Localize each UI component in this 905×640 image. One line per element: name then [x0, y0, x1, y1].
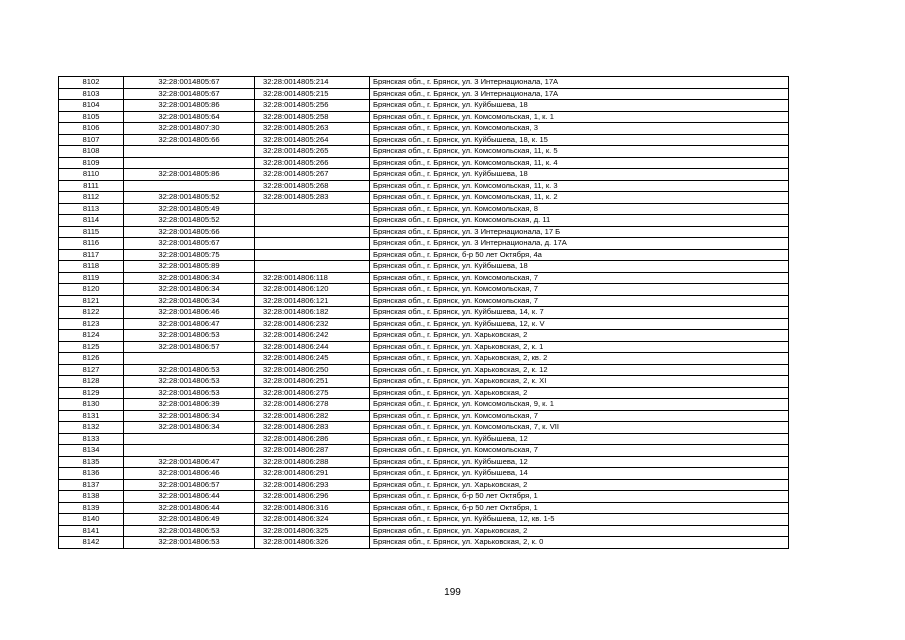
cadastral-number-cell: [124, 353, 255, 365]
row-number-cell: 8135: [59, 456, 124, 468]
cadastral-number-cell: [124, 146, 255, 158]
address-cell: Брянская обл., г. Брянск, ул. Куйбышева, 12: [370, 456, 789, 468]
row-number-cell: 8132: [59, 422, 124, 434]
address-cell: Брянская обл., г. Брянск, ул. Комсомольская, 7: [370, 272, 789, 284]
row-number-cell: 8141: [59, 525, 124, 537]
table-row: [59, 215, 789, 227]
address-cell: Брянская обл., г. Брянск, ул. Комсомольская, 3: [370, 123, 789, 135]
cadastral-number-cell: 32:28:0014806:53: [124, 330, 255, 342]
cadastral-number-cell: 32:28:0014806:53: [124, 525, 255, 537]
table-row: [59, 330, 789, 342]
table-row: [59, 284, 789, 296]
address-cell: Брянская обл., г. Брянск, ул. Харьковская, 2: [370, 387, 789, 399]
row-number-cell: 8117: [59, 249, 124, 261]
address-cell: Брянская обл., г. Брянск, ул. Харьковская, 2, к. 12: [370, 364, 789, 376]
row-number-cell: 8109: [59, 157, 124, 169]
cadastral-number-cell: 32:28:0014806:47: [124, 456, 255, 468]
object-cadastral-number-cell: 32:28:0014806:120: [255, 284, 370, 296]
cadastral-number-cell: 32:28:0014805:86: [124, 100, 255, 112]
address-cell: Брянская обл., г. Брянск, ул. Куйбышева, 18: [370, 261, 789, 273]
table-row: [59, 295, 789, 307]
table-row: [59, 353, 789, 365]
table-row: [59, 491, 789, 503]
address-cell: Брянская обл., г. Брянск, ул. Куйбышева, 14, к. 7: [370, 307, 789, 319]
table-row: [59, 422, 789, 434]
row-number-cell: 8131: [59, 410, 124, 422]
table-row: [59, 410, 789, 422]
cadastral-number-cell: 32:28:0014806:34: [124, 284, 255, 296]
table-row: [59, 261, 789, 273]
object-cadastral-number-cell: 32:28:0014806:316: [255, 502, 370, 514]
row-number-cell: 8115: [59, 226, 124, 238]
address-cell: Брянская обл., г. Брянск, б-р 50 лет Октября, 1: [370, 491, 789, 503]
object-cadastral-number-cell: 32:28:0014805:265: [255, 146, 370, 158]
cadastral-number-cell: 32:28:0014805:66: [124, 226, 255, 238]
object-cadastral-number-cell: [255, 238, 370, 250]
cadastral-number-cell: 32:28:0014805:67: [124, 77, 255, 89]
address-cell: Брянская обл., г. Брянск, ул. Харьковская, 2, к. XI: [370, 376, 789, 388]
row-number-cell: 8139: [59, 502, 124, 514]
row-number-cell: 8142: [59, 537, 124, 549]
object-cadastral-number-cell: 32:28:0014806:121: [255, 295, 370, 307]
table-row: [59, 100, 789, 112]
address-cell: Брянская обл., г. Брянск, ул. Комсомольская, 8: [370, 203, 789, 215]
cadastral-number-cell: 32:28:0014805:49: [124, 203, 255, 215]
object-cadastral-number-cell: 32:28:0014806:232: [255, 318, 370, 330]
address-cell: Брянская обл., г. Брянск, ул. Харьковская, 2: [370, 525, 789, 537]
cadastral-number-cell: 32:28:0014805:66: [124, 134, 255, 146]
row-number-cell: 8134: [59, 445, 124, 457]
cadastral-number-cell: 32:28:0014806:47: [124, 318, 255, 330]
table-row: [59, 226, 789, 238]
address-cell: Брянская обл., г. Брянск, ул. Харьковская, 2, к. 0: [370, 537, 789, 549]
row-number-cell: 8128: [59, 376, 124, 388]
table-row: [59, 146, 789, 158]
object-cadastral-number-cell: 32:28:0014806:275: [255, 387, 370, 399]
address-cell: Брянская обл., г. Брянск, ул. Куйбышева, 18, к. 15: [370, 134, 789, 146]
row-number-cell: 8110: [59, 169, 124, 181]
cadastral-number-cell: 32:28:0014806:53: [124, 376, 255, 388]
table-row: [59, 203, 789, 215]
object-cadastral-number-cell: 32:28:0014806:324: [255, 514, 370, 526]
address-cell: Брянская обл., г. Брянск, ул. Комсомольская, д. 11: [370, 215, 789, 227]
cadastral-number-cell: 32:28:0014806:44: [124, 491, 255, 503]
row-number-cell: 8113: [59, 203, 124, 215]
object-cadastral-number-cell: 32:28:0014805:263: [255, 123, 370, 135]
object-cadastral-number-cell: 32:28:0014806:278: [255, 399, 370, 411]
row-number-cell: 8121: [59, 295, 124, 307]
address-cell: Брянская обл., г. Брянск, ул. Куйбышева, 14: [370, 468, 789, 480]
row-number-cell: 8123: [59, 318, 124, 330]
object-cadastral-number-cell: 32:28:0014806:287: [255, 445, 370, 457]
object-cadastral-number-cell: 32:28:0014805:264: [255, 134, 370, 146]
table-row: [59, 272, 789, 284]
object-cadastral-number-cell: 32:28:0014806:291: [255, 468, 370, 480]
object-cadastral-number-cell: 32:28:0014805:256: [255, 100, 370, 112]
row-number-cell: 8129: [59, 387, 124, 399]
row-number-cell: 8122: [59, 307, 124, 319]
object-cadastral-number-cell: 32:28:0014805:266: [255, 157, 370, 169]
cadastral-number-cell: 32:28:0014806:49: [124, 514, 255, 526]
row-number-cell: 8116: [59, 238, 124, 250]
object-cadastral-number-cell: 32:28:0014806:182: [255, 307, 370, 319]
object-cadastral-number-cell: 32:28:0014806:288: [255, 456, 370, 468]
address-cell: Брянская обл., г. Брянск, б-р 50 лет Октября, 4а: [370, 249, 789, 261]
row-number-cell: 8118: [59, 261, 124, 273]
object-cadastral-number-cell: 32:28:0014806:283: [255, 422, 370, 434]
table-row: [59, 134, 789, 146]
address-cell: Брянская обл., г. Брянск, ул. 3 Интернационала, 17А: [370, 88, 789, 100]
cadastral-number-cell: [124, 433, 255, 445]
table-row: [59, 479, 789, 491]
cadastral-number-cell: 32:28:0014805:52: [124, 215, 255, 227]
cadastral-number-cell: 32:28:0014805:64: [124, 111, 255, 123]
table-row: [59, 88, 789, 100]
registry-table: [58, 76, 789, 549]
cadastral-number-cell: 32:28:0014806:53: [124, 387, 255, 399]
cadastral-number-cell: 32:28:0014806:57: [124, 341, 255, 353]
object-cadastral-number-cell: 32:28:0014805:214: [255, 77, 370, 89]
table-row: [59, 192, 789, 204]
table-row: [59, 307, 789, 319]
row-number-cell: 8126: [59, 353, 124, 365]
object-cadastral-number-cell: 32:28:0014806:296: [255, 491, 370, 503]
cadastral-number-cell: 32:28:0014806:57: [124, 479, 255, 491]
object-cadastral-number-cell: [255, 203, 370, 215]
object-cadastral-number-cell: 32:28:0014806:242: [255, 330, 370, 342]
cadastral-number-cell: [124, 180, 255, 192]
row-number-cell: 8130: [59, 399, 124, 411]
table-row: [59, 77, 789, 89]
row-number-cell: 8106: [59, 123, 124, 135]
address-cell: Брянская обл., г. Брянск, ул. Комсомольская, 11, к. 5: [370, 146, 789, 158]
row-number-cell: 8127: [59, 364, 124, 376]
cadastral-number-cell: 32:28:0014805:67: [124, 88, 255, 100]
table-row: [59, 157, 789, 169]
table-row: [59, 169, 789, 181]
cadastral-number-cell: 32:28:0014806:34: [124, 272, 255, 284]
table-row: [59, 537, 789, 549]
cadastral-number-cell: 32:28:0014806:34: [124, 410, 255, 422]
table-row: [59, 502, 789, 514]
address-cell: Брянская обл., г. Брянск, ул. Куйбышева, 12, к. V: [370, 318, 789, 330]
cadastral-number-cell: 32:28:0014806:46: [124, 468, 255, 480]
row-number-cell: 8103: [59, 88, 124, 100]
object-cadastral-number-cell: 32:28:0014806:282: [255, 410, 370, 422]
address-cell: Брянская обл., г. Брянск, ул. Комсомольская, 7, к. VII: [370, 422, 789, 434]
object-cadastral-number-cell: 32:28:0014806:286: [255, 433, 370, 445]
object-cadastral-number-cell: 32:28:0014806:325: [255, 525, 370, 537]
cadastral-number-cell: 32:28:0014805:52: [124, 192, 255, 204]
table-row: [59, 238, 789, 250]
row-number-cell: 8140: [59, 514, 124, 526]
object-cadastral-number-cell: 32:28:0014806:293: [255, 479, 370, 491]
object-cadastral-number-cell: 32:28:0014805:268: [255, 180, 370, 192]
address-cell: Брянская обл., г. Брянск, ул. Комсомольская, 11, к. 3: [370, 180, 789, 192]
row-number-cell: 8108: [59, 146, 124, 158]
cadastral-number-cell: 32:28:0014806:46: [124, 307, 255, 319]
object-cadastral-number-cell: 32:28:0014805:258: [255, 111, 370, 123]
row-number-cell: 8136: [59, 468, 124, 480]
object-cadastral-number-cell: 32:28:0014805:267: [255, 169, 370, 181]
page-number: 199: [444, 587, 461, 598]
table-row: [59, 456, 789, 468]
address-cell: Брянская обл., г. Брянск, ул. Куйбышева, 18: [370, 100, 789, 112]
row-number-cell: 8111: [59, 180, 124, 192]
table-row: [59, 318, 789, 330]
table-row: [59, 249, 789, 261]
address-cell: Брянская обл., г. Брянск, ул. 3 Интернационала, 17А: [370, 77, 789, 89]
table-row: [59, 111, 789, 123]
row-number-cell: 8102: [59, 77, 124, 89]
table-row: [59, 433, 789, 445]
address-cell: Брянская обл., г. Брянск, ул. Харьковская, 2: [370, 330, 789, 342]
object-cadastral-number-cell: 32:28:0014806:244: [255, 341, 370, 353]
registry-table-body: [59, 77, 789, 549]
cadastral-number-cell: [124, 445, 255, 457]
row-number-cell: 8120: [59, 284, 124, 296]
row-number-cell: 8114: [59, 215, 124, 227]
row-number-cell: 8125: [59, 341, 124, 353]
address-cell: Брянская обл., г. Брянск, ул. Куйбышева, 12: [370, 433, 789, 445]
address-cell: Брянская обл., г. Брянск, ул. 3 Интернационала, 17 Б: [370, 226, 789, 238]
cadastral-number-cell: 32:28:0014805:89: [124, 261, 255, 273]
cadastral-number-cell: [124, 157, 255, 169]
address-cell: Брянская обл., г. Брянск, ул. Комсомольская, 7: [370, 284, 789, 296]
object-cadastral-number-cell: 32:28:0014806:118: [255, 272, 370, 284]
object-cadastral-number-cell: 32:28:0014806:251: [255, 376, 370, 388]
row-number-cell: 8105: [59, 111, 124, 123]
table-row: [59, 514, 789, 526]
row-number-cell: 8119: [59, 272, 124, 284]
address-cell: Брянская обл., г. Брянск, ул. Комсомольская, 7: [370, 410, 789, 422]
table-row: [59, 445, 789, 457]
address-cell: Брянская обл., г. Брянск, ул. Харьковская, 2: [370, 479, 789, 491]
cadastral-number-cell: 32:28:0014806:34: [124, 422, 255, 434]
row-number-cell: 8137: [59, 479, 124, 491]
cadastral-number-cell: 32:28:0014806:39: [124, 399, 255, 411]
row-number-cell: 8107: [59, 134, 124, 146]
address-cell: Брянская обл., г. Брянск, ул. Комсомольская, 7: [370, 295, 789, 307]
table-row: [59, 180, 789, 192]
table-row: [59, 376, 789, 388]
row-number-cell: 8112: [59, 192, 124, 204]
address-cell: Брянская обл., г. Брянск, б-р 50 лет Октября, 1: [370, 502, 789, 514]
object-cadastral-number-cell: 32:28:0014805:215: [255, 88, 370, 100]
address-cell: Брянская обл., г. Брянск, ул. Комсомольская, 1, к. 1: [370, 111, 789, 123]
address-cell: Брянская обл., г. Брянск, ул. Куйбышева, 18: [370, 169, 789, 181]
object-cadastral-number-cell: 32:28:0014806:245: [255, 353, 370, 365]
cadastral-number-cell: 32:28:0014806:34: [124, 295, 255, 307]
address-cell: Брянская обл., г. Брянск, ул. Комсомольская, 11, к. 2: [370, 192, 789, 204]
object-cadastral-number-cell: [255, 215, 370, 227]
object-cadastral-number-cell: [255, 249, 370, 261]
table-row: [59, 123, 789, 135]
object-cadastral-number-cell: 32:28:0014806:250: [255, 364, 370, 376]
row-number-cell: 8133: [59, 433, 124, 445]
object-cadastral-number-cell: 32:28:0014805:283: [255, 192, 370, 204]
object-cadastral-number-cell: [255, 226, 370, 238]
table-row: [59, 468, 789, 480]
address-cell: Брянская обл., г. Брянск, ул. Комсомольская, 9, к. 1: [370, 399, 789, 411]
cadastral-number-cell: 32:28:0014806:53: [124, 364, 255, 376]
address-cell: Брянская обл., г. Брянск, ул. Харьковская, 2, кв. 2: [370, 353, 789, 365]
row-number-cell: 8124: [59, 330, 124, 342]
cadastral-number-cell: 32:28:0014805:75: [124, 249, 255, 261]
address-cell: Брянская обл., г. Брянск, ул. Харьковская, 2, к. 1: [370, 341, 789, 353]
table-row: [59, 399, 789, 411]
cadastral-number-cell: 32:28:0014806:53: [124, 537, 255, 549]
cadastral-number-cell: 32:28:0014805:67: [124, 238, 255, 250]
cadastral-number-cell: 32:28:0014806:44: [124, 502, 255, 514]
table-row: [59, 341, 789, 353]
cadastral-number-cell: 32:28:0014805:86: [124, 169, 255, 181]
table-row: [59, 387, 789, 399]
address-cell: Брянская обл., г. Брянск, ул. Комсомольская, 11, к. 4: [370, 157, 789, 169]
row-number-cell: 8104: [59, 100, 124, 112]
address-cell: Брянская обл., г. Брянск, ул. Комсомольская, 7: [370, 445, 789, 457]
object-cadastral-number-cell: [255, 261, 370, 273]
address-cell: Брянская обл., г. Брянск, ул. 3 Интернационала, д. 17А: [370, 238, 789, 250]
table-row: [59, 525, 789, 537]
cadastral-number-cell: 32:28:0014807:30: [124, 123, 255, 135]
object-cadastral-number-cell: 32:28:0014806:326: [255, 537, 370, 549]
address-cell: Брянская обл., г. Брянск, ул. Куйбышева, 12, кв. 1-5: [370, 514, 789, 526]
row-number-cell: 8138: [59, 491, 124, 503]
table-row: [59, 364, 789, 376]
